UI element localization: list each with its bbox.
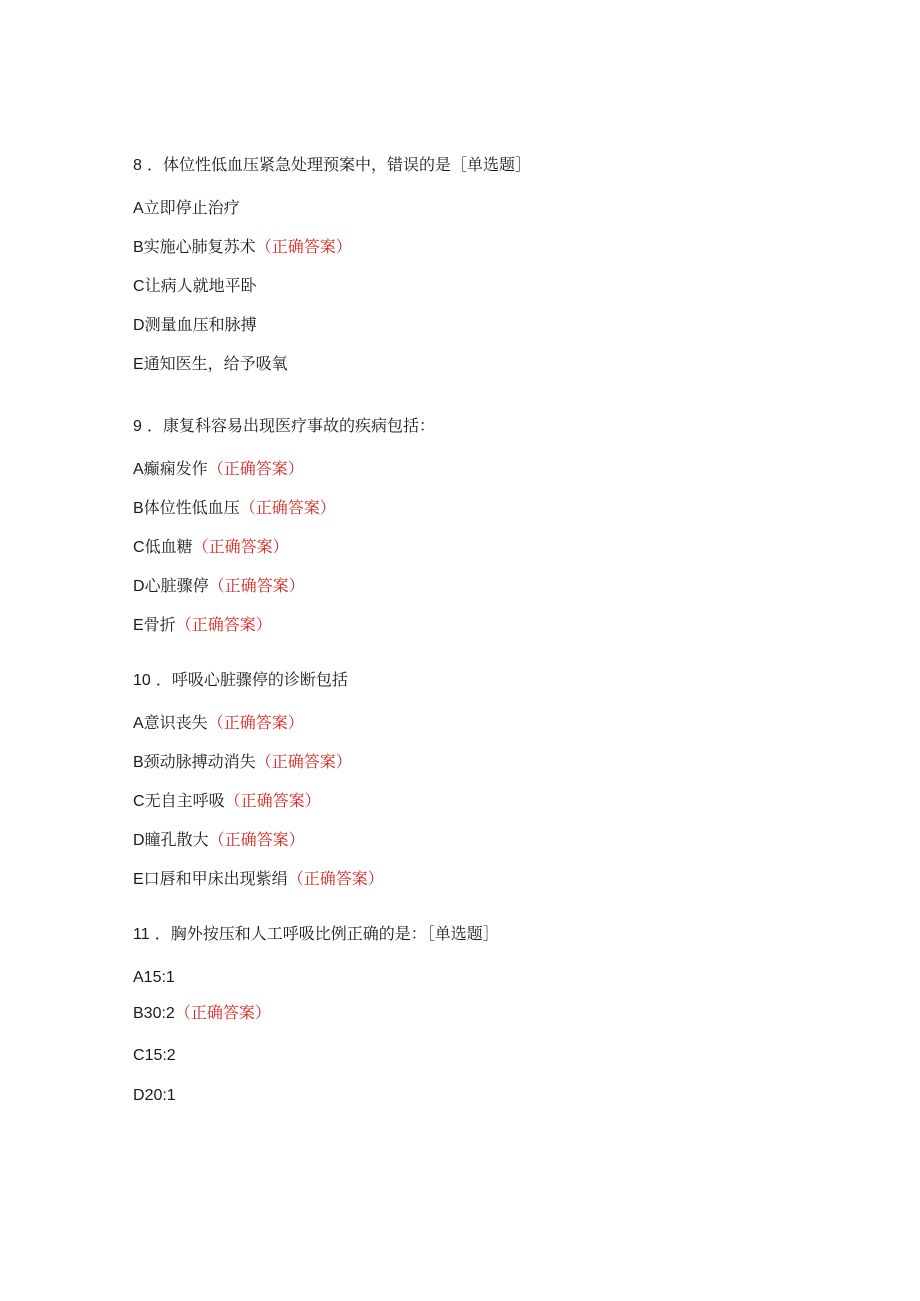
option-8-b	[133, 237, 352, 258]
option-8-a	[133, 198, 240, 219]
question-8	[133, 155, 531, 176]
option-text: 瞳孔散大	[144, 830, 209, 849]
option-10-b	[133, 752, 352, 773]
option-letter: B	[133, 1005, 144, 1022]
correct-answer-mark: （正确答案）	[255, 237, 352, 256]
option-11-b	[133, 1003, 271, 1024]
option-10-a	[133, 713, 304, 734]
option-9-a	[133, 459, 304, 480]
question-number: 11	[133, 926, 150, 943]
question-text: ．呼吸心脏骤停的诊断包括	[155, 670, 348, 689]
correct-answer-mark: （正确答案）	[224, 791, 321, 810]
correct-answer-mark: （正确答案）	[239, 498, 336, 517]
question-text: ．体位性低血压紧急处理预案中，错误的是［单选题］	[147, 155, 532, 174]
option-letter: D	[133, 1087, 145, 1104]
option-text: 无自主呼吸	[144, 791, 225, 810]
correct-answer-mark: （正确答案）	[255, 752, 352, 771]
option-letter: C	[133, 539, 145, 556]
option-8-c	[133, 276, 257, 297]
option-letter: A	[133, 969, 144, 986]
option-9-d	[133, 576, 305, 597]
option-9-c	[133, 537, 289, 558]
option-text: 立即停止治疗	[143, 198, 240, 217]
option-10-e	[133, 869, 384, 890]
option-letter: A	[133, 200, 144, 217]
option-letter: A	[133, 461, 144, 478]
option-9-e	[133, 615, 272, 636]
option-letter: E	[133, 871, 144, 888]
option-letter: C	[133, 278, 145, 295]
question-text: ．胸外按压和人工呼吸比例正确的是：［单选题］	[154, 924, 499, 943]
question-number: 8	[133, 157, 142, 174]
option-text: 15:1	[143, 969, 175, 986]
option-letter: D	[133, 578, 145, 595]
option-10-c	[133, 791, 321, 812]
correct-answer-mark: （正确答案）	[207, 713, 304, 732]
option-text: 体位性低血压	[143, 498, 240, 517]
option-text: 让病人就地平卧	[144, 276, 257, 295]
option-letter: D	[133, 832, 145, 849]
option-9-b	[133, 498, 336, 519]
correct-answer-mark: （正确答案）	[175, 615, 272, 634]
question-11	[133, 924, 499, 945]
option-text: 口唇和甲床出现紫绢	[143, 869, 288, 888]
option-text: 癫痫发作	[143, 459, 208, 478]
option-text: 颈动脉搏动消失	[143, 752, 256, 771]
correct-answer-mark: （正确答案）	[287, 869, 384, 888]
option-text: 30:2	[143, 1005, 175, 1022]
option-letter: B	[133, 754, 144, 771]
option-text: 意识丧失	[143, 713, 208, 732]
question-number: 9	[133, 418, 142, 435]
correct-answer-mark: （正确答案）	[207, 459, 304, 478]
option-letter: C	[133, 1047, 145, 1064]
question-10	[133, 670, 348, 691]
option-10-d	[133, 830, 305, 851]
correct-answer-mark: （正确答案）	[174, 1003, 271, 1022]
option-letter: E	[133, 617, 144, 634]
option-8-d	[133, 315, 257, 336]
option-8-e	[133, 354, 288, 375]
option-text: 心脏骤停	[144, 576, 209, 595]
option-text: 低血糖	[144, 537, 193, 556]
option-letter: D	[133, 317, 145, 334]
option-text: 测量血压和脉搏	[144, 315, 257, 334]
option-11-a	[133, 967, 175, 988]
option-text: 通知医生，给予吸氧	[143, 354, 288, 373]
option-letter: E	[133, 356, 144, 373]
option-letter: A	[133, 715, 144, 732]
correct-answer-mark: （正确答案）	[208, 830, 305, 849]
option-11-d	[133, 1085, 176, 1106]
option-letter: B	[133, 239, 144, 256]
option-text: 20:1	[144, 1087, 176, 1104]
option-letter: C	[133, 793, 145, 810]
correct-answer-mark: （正确答案）	[192, 537, 289, 556]
option-text: 骨折	[143, 615, 176, 634]
option-11-c	[133, 1045, 176, 1066]
option-text: 15:2	[144, 1047, 176, 1064]
option-letter: B	[133, 500, 144, 517]
option-text: 实施心肺复苏术	[143, 237, 256, 256]
question-9	[133, 416, 435, 437]
question-text: ．康复科容易出现医疗事故的疾病包括：	[147, 416, 436, 435]
correct-answer-mark: （正确答案）	[208, 576, 305, 595]
question-number: 10	[133, 672, 151, 689]
